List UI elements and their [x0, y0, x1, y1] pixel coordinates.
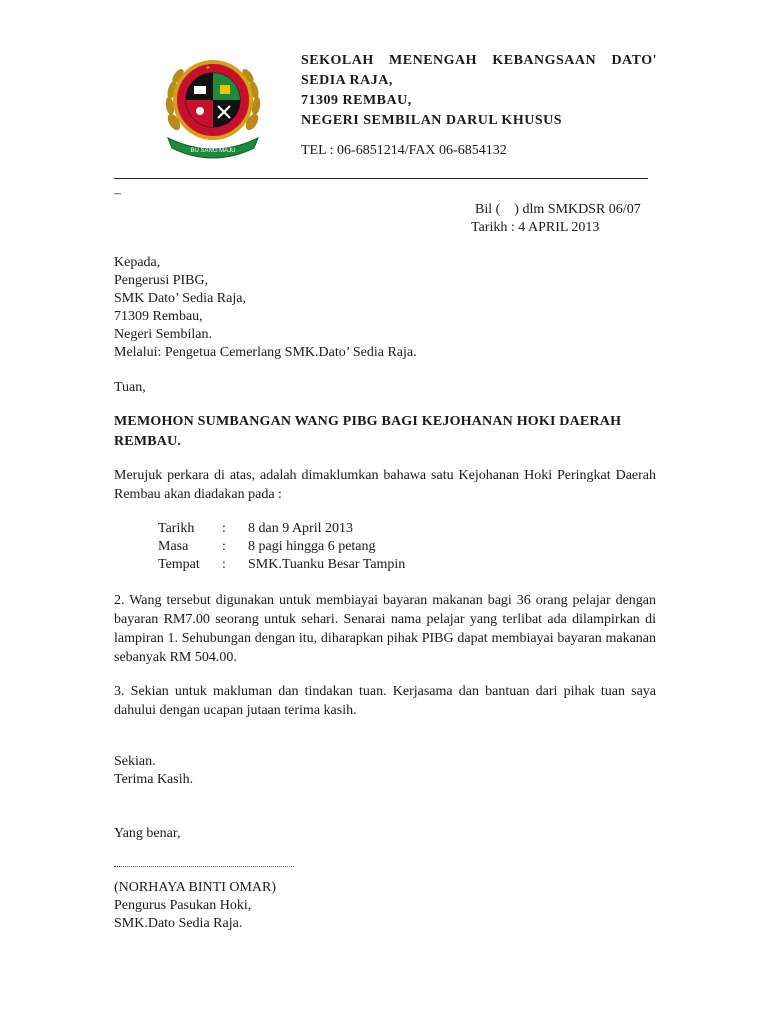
- header-dash: –: [114, 186, 121, 201]
- school-crest-logo: [160, 48, 266, 160]
- school-state: NEGERI SEMBILAN DARUL KHUSUS: [301, 113, 562, 128]
- detail-value: SMK.Tuanku Besar Tampin: [248, 557, 406, 572]
- school-postcode: 71309 REMBAU,: [301, 93, 412, 108]
- detail-separator: :: [222, 557, 226, 572]
- closing-yours: Yang benar,: [114, 826, 181, 841]
- closing-thanks: Terima Kasih.: [114, 772, 194, 787]
- recipient-line: SMK Dato’ Sedia Raja,: [114, 291, 246, 306]
- school-name-word: SEKOLAH: [301, 53, 374, 68]
- recipient-line: Pengerusi PIBG,: [114, 273, 209, 288]
- salutation: Tuan,: [114, 380, 146, 395]
- closing-sekian: Sekian.: [114, 754, 156, 769]
- school-name-word: MENENGAH: [389, 53, 478, 68]
- letter-date: Tarikh : 4 APRIL 2013: [471, 220, 600, 235]
- detail-label: Masa: [158, 539, 189, 554]
- school-name-word: KEBANGSAAN: [492, 53, 597, 68]
- recipient-line: Negeri Sembilan.: [114, 327, 212, 342]
- paragraph-funding: 2. Wang tersebut digunakan untuk membiayai bayaran makanan bagi 36 orang pelajar dengan bayaran RM7.00 seorang untuk sehari. Senarai nama pelajar yang terlibat ada dilampirkan di lampiran 1. Sehubungan dengan itu, diharapkan pihak PIBG dapat membiayai bayaran makanan sebanyak RM 504.00.: [114, 593, 656, 665]
- recipient-line: Kepada,: [114, 255, 161, 270]
- letter-subject: MEMOHON SUMBANGAN WANG PIBG BAGI KEJOHANAN HOKI DAERAH REMBAU.: [114, 414, 622, 449]
- header-divider: [114, 178, 648, 179]
- recipient-line: Melalui: Pengetua Cemerlang SMK.Dato’ Sedia Raja.: [114, 345, 417, 360]
- signature-line: [114, 866, 294, 867]
- signatory-school: SMK.Dato Sedia Raja.: [114, 916, 243, 931]
- detail-separator: :: [222, 539, 226, 554]
- signatory-name: (NORHAYA BINTI OMAR): [114, 880, 277, 895]
- detail-value: 8 pagi hingga 6 petang: [248, 539, 376, 554]
- svg-text:✦: ✦: [205, 65, 211, 72]
- school-name-word: DATO': [611, 53, 657, 68]
- recipient-line: 71309 Rembau,: [114, 309, 203, 324]
- school-telephone: TEL : 06-6851214/FAX 06-6854132: [301, 143, 507, 158]
- paragraph-intro: Merujuk perkara di atas, adalah dimaklumkan bahawa satu Kejohanan Hoki Peringkat Daerah Rembau akan diadakan pada :: [114, 468, 656, 502]
- reference-number: Bil ( ) dlm SMKDSR 06/07: [475, 202, 641, 217]
- detail-label: Tarikh: [158, 521, 195, 536]
- school-name-line2: SEDIA RAJA,: [301, 73, 393, 88]
- detail-separator: :: [222, 521, 226, 536]
- crest-motto-text: BU SANG MAJU: [190, 148, 236, 154]
- school-name-line1: [301, 51, 657, 71]
- detail-value: 8 dan 9 April 2013: [248, 521, 353, 536]
- signatory-title: Pengurus Pasukan Hoki,: [114, 898, 252, 913]
- detail-label: Tempat: [158, 557, 200, 572]
- paragraph-closing: 3. Sekian untuk makluman dan tindakan tuan. Kerjasama dan bantuan dari pihak tuan saya dahului dengan ucapan jutaan terima kasih.: [114, 684, 656, 718]
